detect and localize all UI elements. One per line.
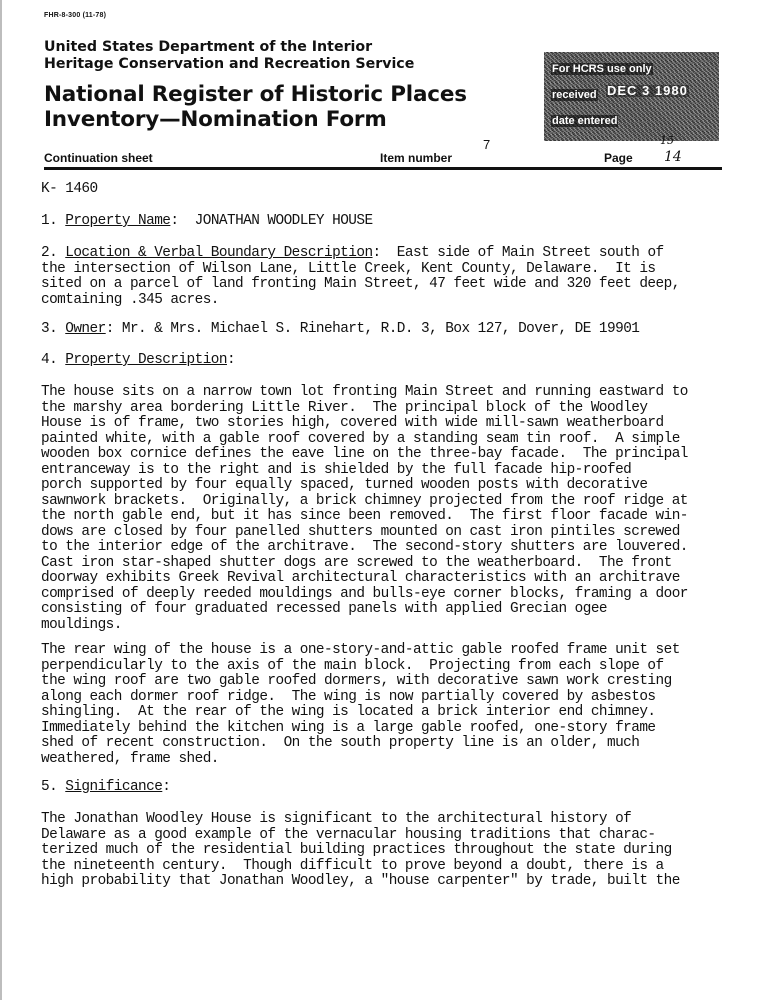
page-label: Page bbox=[604, 151, 633, 165]
form-code: FHR-8-300 (11-78) bbox=[44, 12, 107, 19]
section-value: : Mr. & Mrs. Michael S. Rinehart, R.D. 3, Box 127, Dover, DE 19901 bbox=[105, 321, 640, 337]
form-title-line-1: National Register of Historic Places bbox=[44, 82, 467, 107]
section-punct: : bbox=[162, 779, 171, 795]
section-4-property-description bbox=[41, 353, 741, 369]
text-line: shed of recent construction. On the south property line is an older, much bbox=[41, 735, 640, 751]
section-heading: Property Name bbox=[65, 213, 171, 229]
site-id: K- 1460 bbox=[41, 181, 98, 197]
text-line: The house sits on a narrow town lot fronting Main Street and running eastward to bbox=[41, 384, 688, 400]
item-number-label: Item number bbox=[380, 151, 453, 165]
text-line: Immediately behind the kitchen wing is a large gable roofed, one-story frame bbox=[41, 719, 656, 736]
section-number: 3. bbox=[41, 321, 58, 337]
text-line: wooden box cornice defines the eave line on the three-bay facade. The principal bbox=[41, 446, 688, 462]
hcrs-received-stamp bbox=[544, 52, 719, 141]
text-line: the north gable end, but it has since been removed. The first floor facade win- bbox=[41, 508, 688, 524]
text-line: along each dormer roof ridge. The wing is now partially covered by asbestos bbox=[41, 688, 656, 705]
text-line: to the interior edge of the architrave. The second-story shutters are louvered. bbox=[41, 539, 688, 555]
text-line: consisting of four graduated recessed panels with applied Grecian ogee bbox=[41, 601, 608, 617]
text-line: comtaining .345 acres. bbox=[41, 291, 219, 308]
text-line: Delaware as a good example of the vernacular housing traditions that charac- bbox=[41, 826, 656, 843]
text-line: The rear wing of the house is a one-story-and-attic gable roofed frame unit set bbox=[41, 642, 680, 658]
text-line: the nineteenth century. Though difficult to prove beyond a doubt, there is a bbox=[41, 857, 664, 874]
department-line-1: United States Department of the Interior bbox=[44, 39, 373, 55]
text-line: perpendicularly to the axis of the main block. Projecting from each slope of bbox=[41, 657, 664, 674]
section-number: 5. bbox=[41, 779, 58, 795]
form-title bbox=[44, 82, 467, 132]
section-1-property-name bbox=[41, 214, 741, 230]
text-line: porch supported by four equally spaced, turned wooden posts with decorative bbox=[41, 477, 648, 493]
section-punct: : bbox=[226, 352, 236, 368]
text-line: mouldings. bbox=[41, 616, 122, 633]
text-line: the marshy area bordering Little River. The principal block of the Woodley bbox=[41, 399, 648, 416]
section-number: 4. bbox=[41, 352, 58, 368]
stamp-date-entered-label: date entered bbox=[552, 115, 618, 127]
text-line: Cast iron star-shaped shutter dogs are screwed to the weatherboard. The front bbox=[41, 554, 672, 571]
text-line: sited on a parcel of land fronting Main Street, 47 feet wide and 320 feet deep, bbox=[41, 276, 680, 292]
description-paragraph-2 bbox=[41, 643, 741, 767]
description-paragraph-1 bbox=[41, 385, 741, 633]
section-heading: Location & Verbal Boundary Description bbox=[65, 245, 373, 261]
form-title-line-2: Inventory—Nomination Form bbox=[44, 107, 387, 132]
header-rule bbox=[44, 167, 722, 170]
text-line: painted white, with a gable roof covered by a standing seam tin roof. A simple bbox=[41, 430, 680, 447]
text-line: doorway exhibits Greek Revival architectural characteristics with an architrave bbox=[41, 570, 680, 586]
text-line: comprised of deeply reeded mouldings and bulls-eye corner blocks, framing a door bbox=[41, 585, 688, 602]
stamp-received-label: received bbox=[552, 89, 597, 101]
stamp-use-only-label: For HCRS use only bbox=[552, 63, 652, 75]
text-line: sawnwork brackets. Originally, a brick chimney projected from the roof ridge at bbox=[41, 492, 688, 509]
significance-paragraph-1 bbox=[41, 812, 741, 890]
text-line: dows are closed by four panelled shutters mounted on cast iron pintiles screwed bbox=[41, 523, 680, 540]
text-line: The Jonathan Woodley House is significant to the architectural history of bbox=[41, 811, 632, 827]
text-line: entranceway is to the right and is shielded by the full facade hip-roofed bbox=[41, 461, 632, 478]
section-number: 1. bbox=[41, 213, 58, 229]
section-heading: Property Description bbox=[65, 352, 227, 368]
text-line: shingling. At the rear of the wing is located a brick interior end chimney. bbox=[41, 704, 656, 720]
section-value: : East side of Main Street south of bbox=[372, 245, 664, 261]
page-number: 14 bbox=[664, 149, 682, 165]
section-heading: Owner bbox=[65, 321, 106, 337]
section-3-owner bbox=[41, 322, 741, 338]
section-5-significance bbox=[41, 780, 741, 796]
section-number: 2. bbox=[41, 245, 58, 261]
handwritten-note: 15 bbox=[660, 134, 674, 147]
department-line-2: Heritage Conservation and Recreation Service bbox=[44, 56, 415, 72]
section-heading: Significance bbox=[65, 779, 163, 795]
scan-edge bbox=[0, 0, 2, 1000]
continuation-sheet-label: Continuation sheet bbox=[44, 151, 153, 165]
section-2-location bbox=[41, 246, 741, 308]
department-heading bbox=[44, 39, 414, 73]
text-line: the wing roof are two gable roofed dormers, with decorative sawn work cresting bbox=[41, 673, 672, 689]
section-value: : JONATHAN WOODLEY HOUSE bbox=[170, 213, 373, 229]
text-line: high probability that Jonathan Woodley, a "house carpenter" by trade, built the bbox=[41, 873, 680, 889]
stamp-received-date: DEC 3 1980 bbox=[607, 83, 688, 98]
item-number-value: 7 bbox=[483, 137, 491, 152]
text-line: terized much of the residential building practices throughout the state during bbox=[41, 842, 672, 858]
text-line: the intersection of Wilson Lane, Little Creek, Kent County, Delaware. It is bbox=[41, 260, 656, 277]
text-line: weathered, frame shed. bbox=[41, 750, 219, 767]
text-line: House is of frame, two stories high, covered with wide mill-sawn weatherboard bbox=[41, 415, 664, 431]
